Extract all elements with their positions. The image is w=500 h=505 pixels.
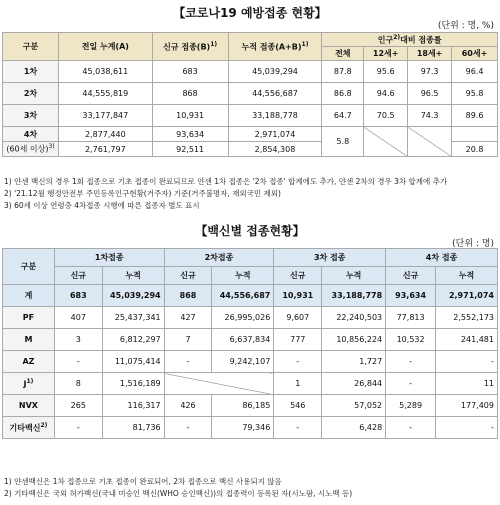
- table-row: AZ - 11,075,414 - 9,242,107 - 1,727 - -: [3, 351, 498, 373]
- table-row: $J^{1)}$ 8 1,516,189 1 26,844 - 11: [3, 373, 498, 395]
- header-gubun: 구분: [3, 33, 59, 61]
- table-row: 4차 2,877,440 93,634 2,971,074 5.8: [3, 127, 498, 142]
- table2-notes: 1) 얀센백신은 1차 접종으로 기초 접종이 완료되어, 2차 접종으로 백신 사용되지 않음 2) 기타백신은 국외 허가백신(국내 미승인 백신(WHO 승인백신))의 접종력이 등록된 자(시노팜, 시노백 등): [4, 477, 353, 498]
- header-rate: 인구$^{2)}$대비 접종률: [322, 33, 498, 47]
- table-row: (60세 이상)$^{3)}$ 2,761,797 92,511 2,854,308 20.8: [3, 142, 498, 157]
- diagonal-cell: [408, 127, 452, 157]
- header-dose4: 4차 접종: [386, 249, 498, 267]
- table-row: M 3 6,812,297 7 6,637,834 777 10,856,224 10,532 241,481: [3, 329, 498, 351]
- table-row: 기타백신$^{2)}$ - 81,736 - 79,346 - 6,428 - -: [3, 417, 498, 439]
- table-row: 2차 44,555,819 868 44,556,687 86.8 94.6 96.5 95.8: [3, 83, 498, 105]
- header-dose2: 2차접종: [164, 249, 274, 267]
- header-prev-cumulative: 전일 누계(A): [58, 33, 152, 61]
- header-cumulative: 누적 접종$(A+B)^{1)}$: [228, 33, 322, 61]
- table-row: 3차 33,177,847 10,931 33,188,778 64.7 70.5 74.3 89.6: [3, 105, 498, 127]
- table-row: NVX 265 116,317 426 86,185 546 57,052 5,289 177,409: [3, 395, 498, 417]
- header-60plus: 60세+: [452, 47, 498, 61]
- table-row: 1차 45,038,611 683 45,039,294 87.8 95.6 97.3 96.4: [3, 61, 498, 83]
- diagonal-cell: [164, 373, 274, 395]
- unit-label-1: (단위 : 명, %): [437, 21, 494, 31]
- table1-notes: 1) 얀센 백신의 경우 1회 접종으로 기초 접종이 완료되므로 얀센 1차 접종은 '2차 접종' 합계에도 추가, 얀센 2차의 경우 3차 합계에 추가 2) '21.12월 행정안전부 주민등록인구현황(거주자) 기준(거주불명자, 재외국민 제외) 3) 60세 이상 연령층 4차접종 시행에 따른 접종자 별도 표시: [4, 177, 448, 210]
- vaccine-type-table: 구분 1차접종 2차접종 3차 접종 4차 접종 신규 누적 신규 누적 신규 누적 신규 누적 계 683 45,039,294 868 44,556,687 10,931 33,188,778 93,634 2,971,074 PF 407 25,437,341 427 26,995,026 9,607 22,240,503 77,813 2,552,173 M 3 6,812,297 7 6,637,834 777 10,856,224 10,532 241,481 AZ - 11,075,414 - 9,242,107 - 1,727 - - $J^{1)}$ 8 1,516,189 1 26,844 - 11 NVX 265 116,317 426 86,185 546 57,052 5,289 177,409 기타백신$^{2)}$ - 81,736 - 79,346 - 6,428 - -: [2, 248, 498, 439]
- vaccination-status-table: [2, 32, 498, 157]
- unit-label-2: (단위 : 명): [452, 239, 494, 249]
- header-dose1: 1차접종: [54, 249, 164, 267]
- vaccination-status-title: 【코로나19 예방접종 현황】: [173, 6, 327, 20]
- diagonal-cell: [364, 127, 408, 157]
- table-row: PF 407 25,437,341 427 26,995,026 9,607 22,240,503 77,813 2,552,173: [3, 307, 498, 329]
- header-gubun: 구분: [3, 249, 55, 285]
- header-new: 신규 접종$(B)^{1)}$: [152, 33, 228, 61]
- header-12plus: 12세+: [364, 47, 408, 61]
- header-all: 전체: [322, 47, 364, 61]
- header-18plus: 18세+: [408, 47, 452, 61]
- table-row-total: 계 683 45,039,294 868 44,556,687 10,931 33,188,778 93,634 2,971,074: [3, 285, 498, 307]
- header-dose3: 3차 접종: [274, 249, 386, 267]
- vaccine-type-title: 【백신별 접종현황】: [195, 224, 305, 238]
